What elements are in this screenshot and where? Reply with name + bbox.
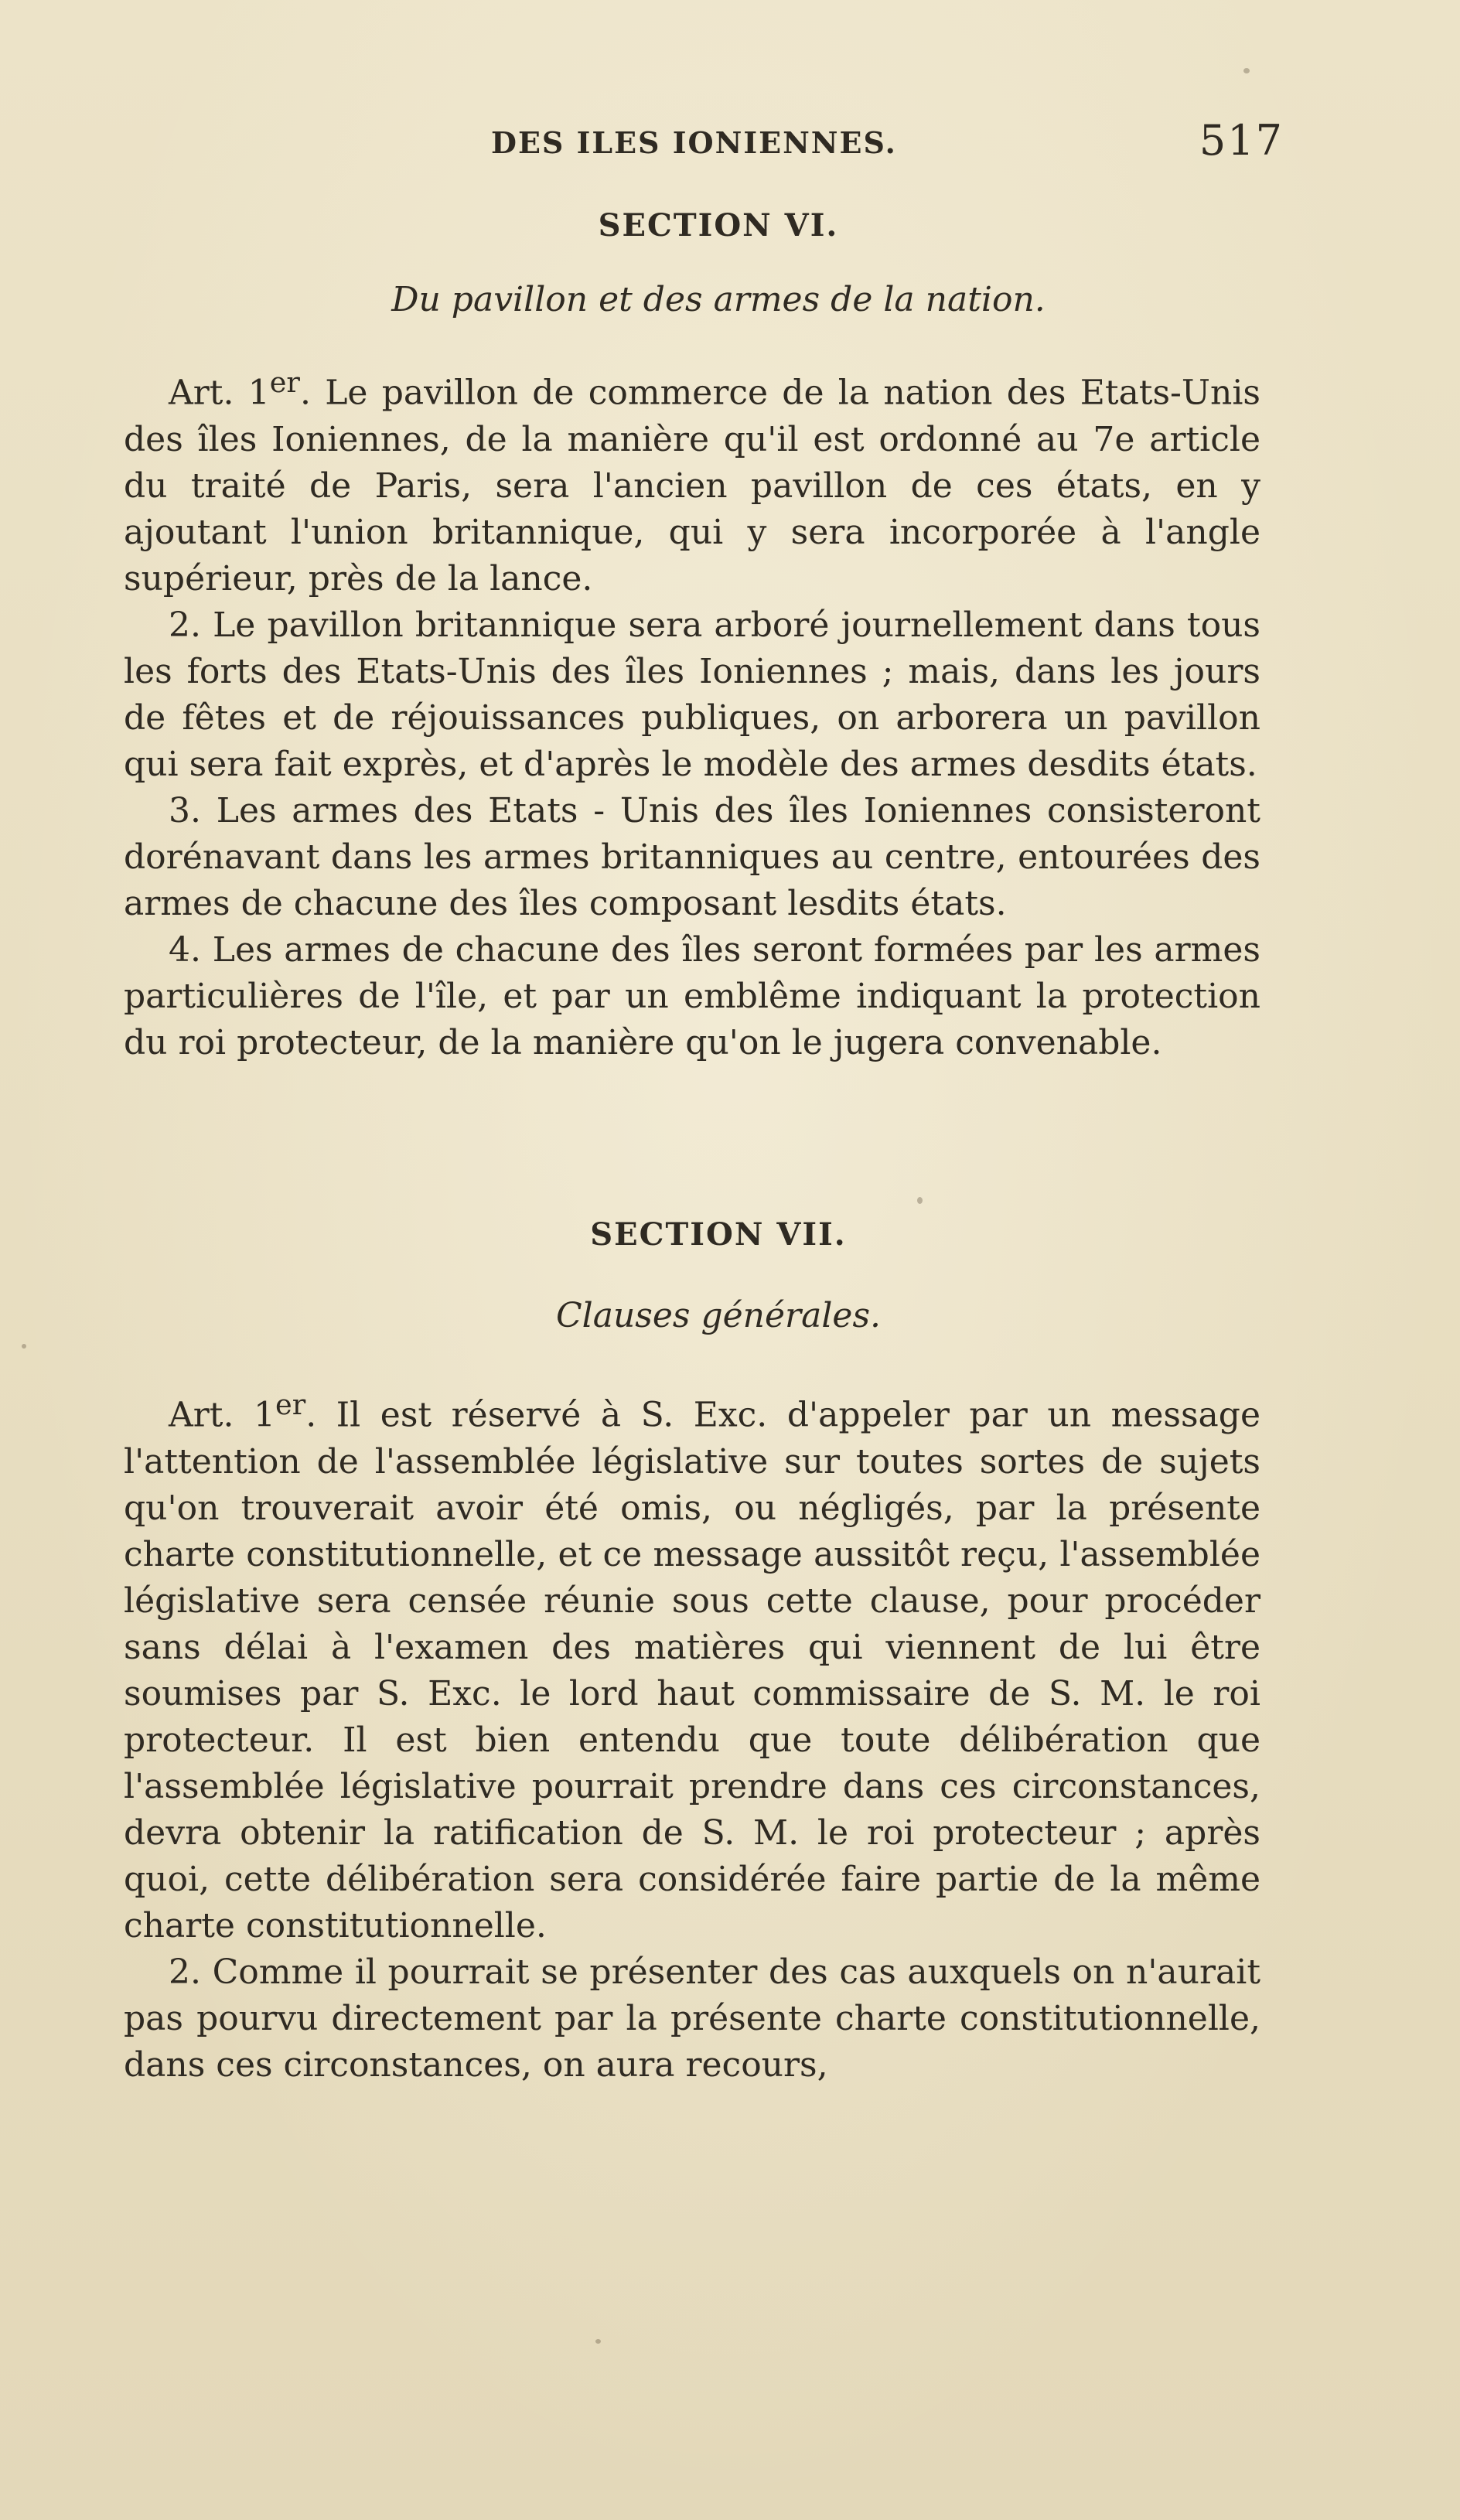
section-7-body: [124, 1382, 1260, 2089]
paper-speck: [22, 1344, 26, 1349]
article-number: Art. 1: [169, 373, 270, 413]
article-number: Art. 1: [169, 1395, 276, 1435]
paper-speck: [595, 2339, 601, 2344]
section-6-body: [124, 360, 1260, 1066]
article-paragraph: [124, 602, 1260, 788]
section-6-subtitle: Du pavillon et des armes de la nation.: [391, 280, 1046, 319]
page-number: 517: [1199, 116, 1284, 165]
section-7-subtitle: Clauses générales.: [555, 1296, 882, 1335]
article-number: 2: [169, 1952, 190, 1992]
article-superscript: er: [269, 366, 300, 399]
article-number: 4: [169, 929, 190, 970]
article-paragraph: [124, 927, 1260, 1066]
article-text: . Le pavillon britannique sera arboré journellement dans tous les forts des Etats-Unis des îles Ioniennes ; mais, dans les jours de fêtes et de réjouissances publiques, on arborera un pavillon qui sera fait exprès, et d'après le modèle des armes desdits états.: [124, 605, 1260, 784]
running-title: DES ILES IONIENNES.: [491, 125, 897, 160]
article-paragraph: [124, 360, 1260, 602]
paper-speck: [1243, 68, 1250, 73]
article-text: . Les armes des Etats - Unis des îles Ioniennes consisteront dorénavant dans les armes britanniques au centre, entourées des armes de chacune des îles composant lesdits états.: [124, 790, 1260, 923]
section-6-heading: SECTION VI.: [598, 207, 839, 244]
article-paragraph: [124, 1949, 1260, 2089]
article-number: 3: [169, 790, 190, 830]
article-text: . Comme il pourrait se présenter des cas auxquels on n'aurait pas pourvu directement par la présente charte constitutionnelle, dans ces circonstances, on aura recours,: [124, 1952, 1260, 2085]
article-paragraph: [124, 1382, 1260, 1949]
article-text: . Il est réservé à S. Exc. d'appeler par un message l'attention de l'assemblée législative sur toutes sortes de sujets qu'on trouverait avoir été omis, ou négligés, par la présente charte constitutionnelle, et ce message aussitôt reçu, l'assemblée législative sera censée réunie sous cette clause, pour procéder sans délai à l'examen des matières qui viennent de lui être soumises par S. Exc. le lord haut commissaire de S. M. le roi protecteur. Il est bien entendu que toute délibération que l'assemblée législative pourrait prendre dans ces circonstances, devra obtenir la ratification de S. M. le roi protecteur ; après quoi, cette délibération sera considérée faire partie de la même charte constitutionnelle.: [124, 1395, 1260, 1945]
paper-speck: [917, 1197, 923, 1204]
section-7-heading: SECTION VII.: [590, 1216, 847, 1253]
article-number: 2: [169, 605, 190, 645]
article-superscript: er: [275, 1388, 306, 1421]
article-text: . Les armes de chacune des îles seront formées par les armes particulières de l'île, et par un emblême indiquant la protection du roi protecteur, de la manière qu'on le jugera convenable.: [124, 929, 1260, 1062]
running-header: [124, 116, 1284, 178]
article-text: . Le pavillon de commerce de la nation des Etats-Unis des îles Ioniennes, de la manière qu'il est ordonné au 7e article du traité de Paris, sera l'ancien pavillon de ces états, en y ajoutant l'union britannique, qui y sera incorporée à l'angle supérieur, près de la lance.: [124, 373, 1260, 598]
article-paragraph: [124, 788, 1260, 927]
